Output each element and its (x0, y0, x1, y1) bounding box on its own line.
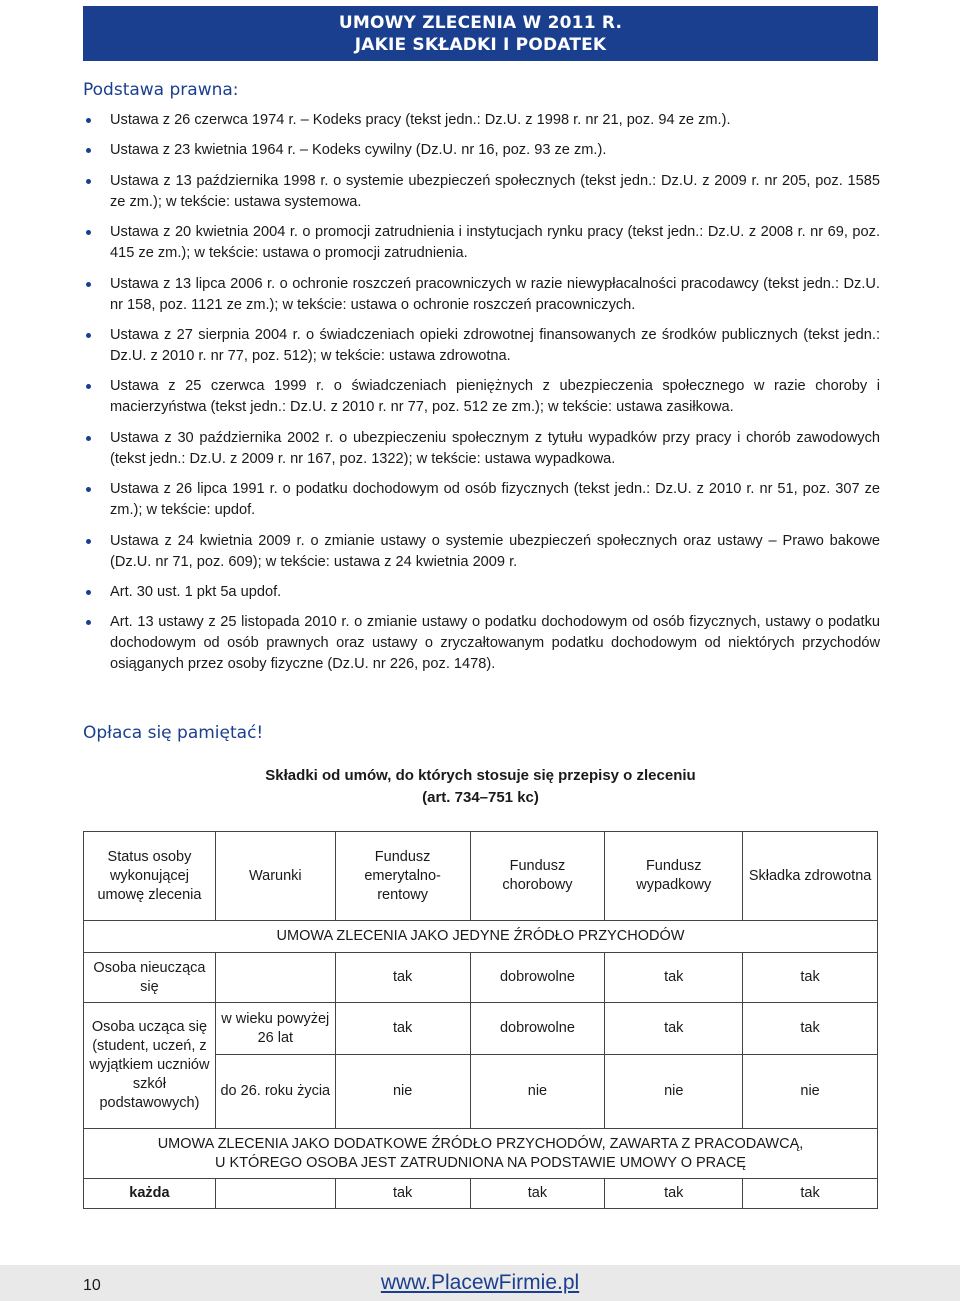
remember-heading: Opłaca się pamiętać! (83, 723, 264, 743)
section-row-additional-income (84, 1129, 878, 1179)
banner-title-line-1: UMOWY ZLECENIA W 2011 R. (338, 13, 623, 33)
section-additional-income-line-1: UMOWA ZLECENIA JAKO DODATKOWE ŹRÓDŁO PRZYCHODÓW, ZAWARTA Z PRACODAWCĄ, (157, 1135, 804, 1152)
page-number: 10 (83, 1277, 101, 1294)
conditions-cell: do 26. roku życia (215, 1055, 335, 1129)
status-cell: Osoba ucząca się (student, uczeń, z wyjątkiem uczniów szkół podstawowych) (84, 1003, 216, 1129)
accident-cell: nie (605, 1055, 743, 1129)
health-cell: tak (743, 953, 878, 1003)
section-additional-income (84, 1129, 878, 1179)
legal-basis-item: Art. 30 ust. 1 pkt 5a updof. (83, 582, 880, 603)
sickness-cell: dobrowolne (470, 1003, 605, 1055)
conditions-cell (215, 953, 335, 1003)
legal-basis-item: Ustawa z 13 października 1998 r. o systemie ubezpieczeń społecznych (tekst jedn.: Dz.U. z 2009 r. nr 205, poz. 1585 ze zm.); w tekście: ustawa systemowa. (83, 171, 880, 213)
health-cell: nie (743, 1055, 878, 1129)
table-header-row (84, 832, 878, 921)
section-sole-income: UMOWA ZLECENIA JAKO JEDYNE ŹRÓDŁO PRZYCHODÓW (84, 921, 878, 953)
banner-title-line-2: JAKIE SKŁADKI I PODATEK (354, 35, 607, 55)
legal-basis-item: Ustawa z 23 kwietnia 1964 r. – Kodeks cywilny (Dz.U. nr 16, poz. 93 ze zm.). (83, 140, 880, 161)
legal-basis-heading: Podstawa prawna: (83, 80, 239, 100)
pension-cell: tak (335, 1003, 470, 1055)
title-banner (83, 6, 878, 61)
sickness-cell: tak (470, 1179, 605, 1209)
health-cell: tak (743, 1179, 878, 1209)
legal-basis-item: Ustawa z 30 października 2002 r. o ubezpieczeniu społecznym z tytułu wypadków przy pracy i chorób zawodowych (tekst jedn.: Dz.U. z 2009 r. nr 167, poz. 1322); w tekście: ustawa wypadkowa. (83, 428, 880, 470)
table-caption-line-1: Składki od umów, do których stosuje się przepisy o zleceniu (265, 767, 696, 784)
legal-basis-item: Ustawa z 27 sierpnia 2004 r. o świadczeniach opieki zdrowotnej finansowanych ze środków publicznych (tekst jedn.: Dz.U. z 2010 r. nr 77, poz. 512); w tekście: ustawa zdrowotna. (83, 325, 880, 367)
table-caption-line-2: (art. 734–751 kc) (422, 789, 539, 806)
table-caption (83, 765, 878, 809)
header-sickness-fund: Fundusz chorobowy (470, 832, 605, 921)
website-link[interactable]: www.PlacewFirmie.pl (380, 1271, 580, 1294)
table-row (84, 953, 878, 1003)
sickness-cell: nie (470, 1055, 605, 1129)
legal-basis-item: Ustawa z 20 kwietnia 2004 r. o promocji zatrudnienia i instytucjach rynku pracy (tekst jedn.: Dz.U. z 2008 r. nr 69, poz. 415 ze zm.); w tekście: ustawa o promocji zatrudnienia. (83, 222, 880, 264)
accident-cell: tak (605, 1179, 743, 1209)
legal-basis-item: Ustawa z 25 czerwca 1999 r. o świadczeniach pieniężnych z ubezpieczenia społecznego w razie choroby i macierzyństwa (tekst jedn.: Dz.U. z 2010 r. nr 77, poz. 512 ze zm.); w tekście: ustawa zasiłkowa. (83, 376, 880, 418)
legal-basis-item: Ustawa z 26 czerwca 1974 r. – Kodeks pracy (tekst jedn.: Dz.U. z 1998 r. nr 21, poz. 94 ze zm.). (83, 110, 880, 131)
conditions-cell: w wieku powyżej 26 lat (215, 1003, 335, 1055)
legal-basis-item: Ustawa z 24 kwietnia 2009 r. o zmianie ustawy o systemie ubezpieczeń społecznych oraz ustawy – Prawo bakowe (Dz.U. nr 71, poz. 609); w tekście: ustawa z 24 kwietnia 2009 r. (83, 531, 880, 573)
pension-cell: tak (335, 953, 470, 1003)
conditions-cell (215, 1179, 335, 1209)
header-status: Status osoby wykonującej umowę zlecenia (84, 832, 216, 921)
header-conditions: Warunki (215, 832, 335, 921)
accident-cell: tak (605, 953, 743, 1003)
section-additional-income-line-2: U KTÓREGO OSOBA JEST ZATRUDNIONA NA PODSTAWIE UMOWY O PRACĘ (215, 1154, 746, 1171)
section-row-sole-income (84, 921, 878, 953)
header-health-contribution: Składka zdrowotna (743, 832, 878, 921)
legal-basis-list (83, 110, 880, 685)
legal-basis-item: Art. 13 ustawy z 25 listopada 2010 r. o zmianie ustawy o podatku dochodowym od osób fizycznych, ustawy o podatku dochodowym od osób prawnych oraz ustawy o zryczałtowanym podatku dochodowym od niektórych przychodów osiąganych przez osoby fizyczne (Dz.U. nr 226, poz. 1478). (83, 612, 880, 675)
table-row (84, 1003, 878, 1055)
header-accident-fund: Fundusz wypadkowy (605, 832, 743, 921)
status-cell: każda (84, 1179, 216, 1209)
sickness-cell: dobrowolne (470, 953, 605, 1003)
legal-basis-item: Ustawa z 26 lipca 1991 r. o podatku dochodowym od osób fizycznych (tekst jedn.: Dz.U. z 2010 r. nr 51, poz. 307 ze zm.); w tekście: updof. (83, 479, 880, 521)
table-row (84, 1179, 878, 1209)
legal-basis-item: Ustawa z 13 lipca 2006 r. o ochronie roszczeń pracowniczych w razie niewypłacalności pracodawcy (tekst jedn.: Dz.U. nr 158, poz. 1121 ze zm.); w tekście: ustawa o ochronie roszczeń pracowniczych. (83, 274, 880, 316)
accident-cell: tak (605, 1003, 743, 1055)
pension-cell: nie (335, 1055, 470, 1129)
pension-cell: tak (335, 1179, 470, 1209)
status-cell: Osoba nieucząca się (84, 953, 216, 1003)
health-cell: tak (743, 1003, 878, 1055)
header-pension-fund: Fundusz emerytalno-rentowy (335, 832, 470, 921)
contributions-table (83, 831, 878, 1209)
